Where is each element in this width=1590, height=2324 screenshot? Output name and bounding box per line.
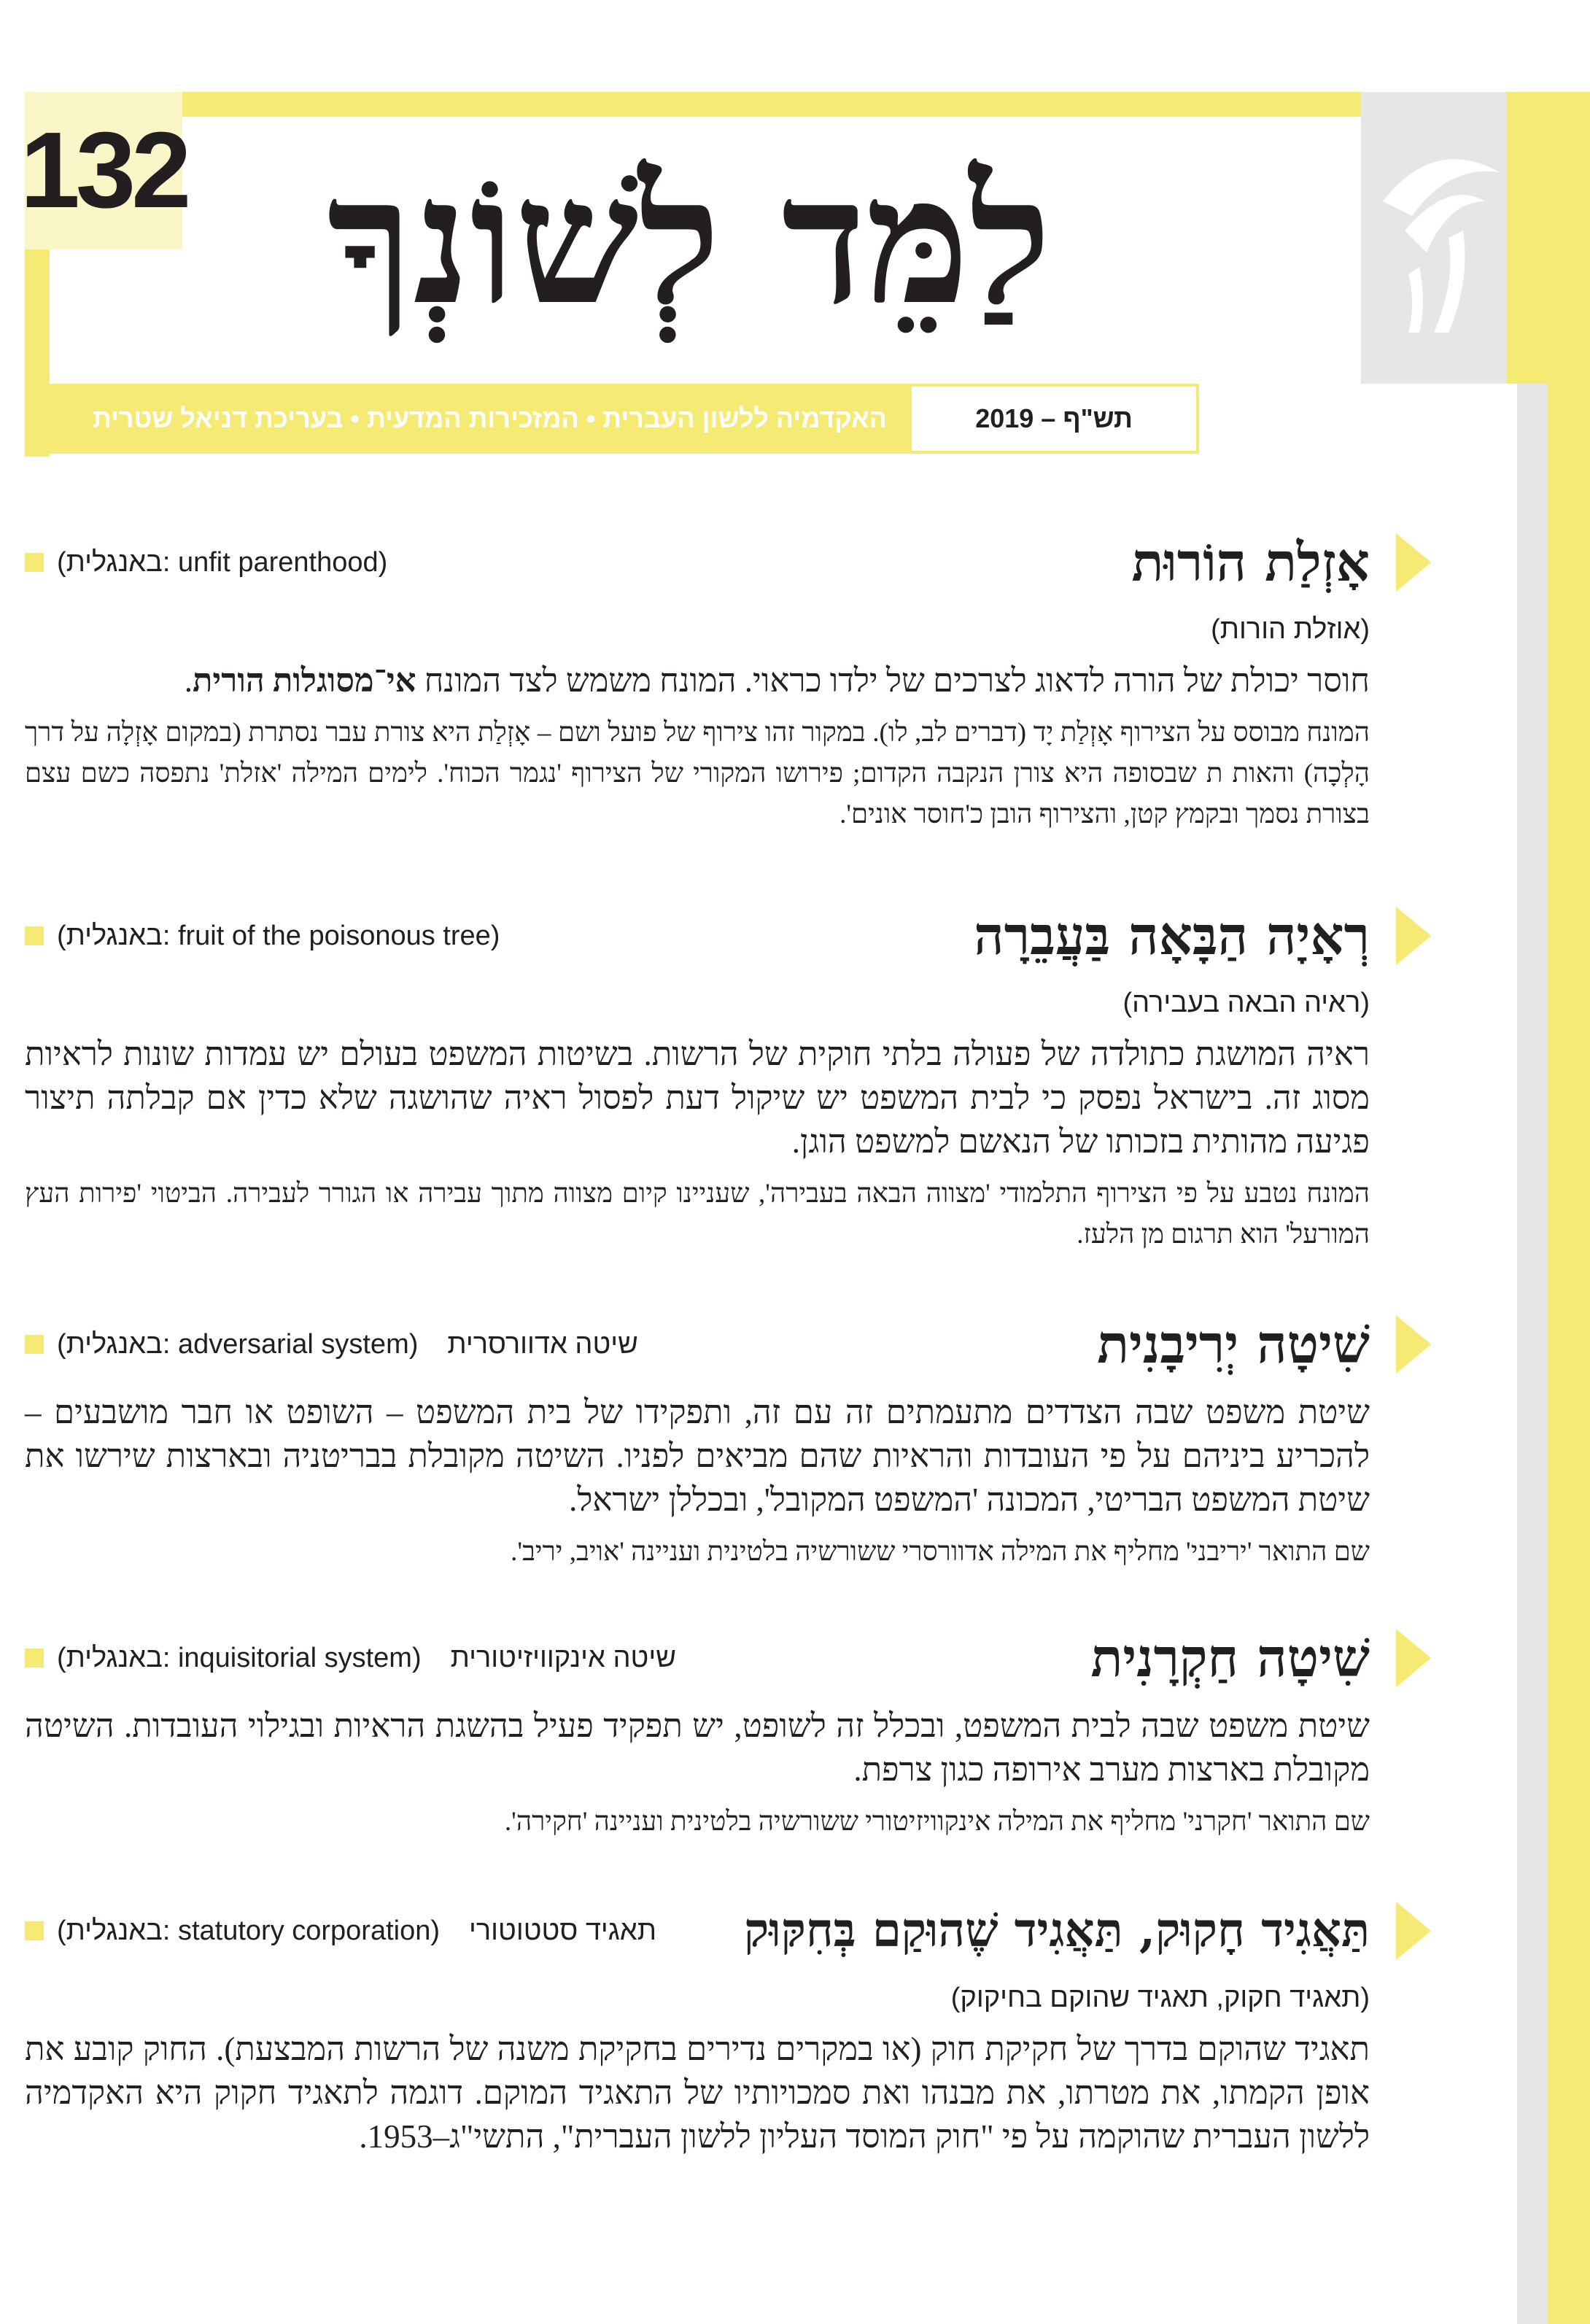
bullet-square-icon [25,1335,44,1354]
entry-statutory-corporation [25,1898,1370,2158]
entry-alternative-term: תאגיד סטטוטורי [469,1916,656,1946]
entry-alternative-term: שיטה אינקוויזיטורית [450,1643,676,1673]
entry-definition: תאגיד שהוקם בדרך של חקיקת חוק (או במקרים נדירים בחקיקת משנה של הרשות המבצעת). החוק קובע את אופן הקמתו, את מטרתו, את מבנהו ואת סמכויותיו של התאגיד המוקם. דוגמה לתאגיד חקוק היא האקדמיה ללשון העברית שהוקמה על פי "חוק המוסד העליון ללשון העברית", התשי"ג–1953. [25,2031,1370,2155]
bullet-square-icon [25,1921,44,1940]
entry-marker [1396,907,1431,965]
bullet-square-icon [25,926,44,945]
entry-spelling: (תאגיד חקוק, תאגיד שהוקם בחיקוק) [950,1983,1370,2013]
entry-english-text: (באנגלית: fruit of the poisonous tree) [57,921,500,951]
entry-definition: שיטת משפט שבה הצדדים מתעמתים זה עם זה, ותפקידו של בית המשפט – השופט או חבר מושבעים – להכריע ביניהם על פי העובדות והראיות שהם מביאים לפניו. השיטה מקובלת בבריטניה ובארצות שירשו את שיטת המשפט הבריטי, המכונה 'המשפט המקובל', ובכללן ישראל. [25,1394,1370,1518]
date-box [909,384,1199,454]
entry-term: תַּאֲגִיד חָקוּק, תַּאֲגִיד שֶׁהוּקַם בְּחִקּוּק [743,1903,1370,1958]
issue-date: תש"ף – 2019 [975,403,1133,433]
masthead [241,109,1138,372]
entry-spelling: (אוזלת הורות) [1211,614,1370,645]
issue-number-box [20,92,187,249]
entry-english [25,903,500,969]
entry-marker [1396,1629,1431,1687]
entry-note: המונח נטבע על פי הצירוף התלמודי 'מצווה הבאה בעבירה', שעניינו קיום מצווה מתוך עבירה או הגורר לעבירה. הביטוי 'פירות העץ המורעל' הוא תרגום מן הלעז. [25,1179,1370,1250]
entry-marker [1396,533,1431,592]
entry-alternative-term: שיטה אדוורסרית [447,1329,638,1360]
entry-term: אָזְלַת הוֹרוּת [1131,531,1370,593]
right-yellow-strip-top [1507,92,1548,384]
definition-end: . [184,662,193,699]
entry-english [25,1312,638,1377]
right-gray-strip [1517,384,1548,2324]
entry-adversarial-system [25,1312,1370,1573]
entry-english-text: (באנגלית: unfit parenthood) [57,547,388,578]
logo-panel [1361,92,1507,384]
entry-spelling: (ראיה הבאה בעבירה) [1122,988,1370,1018]
entry-term: שִׁיטָה יְרִיבָנִית [1097,1313,1370,1375]
entry-term: רְאָיָה הַבָּאָה בַּעֲבֵרָה [974,905,1370,967]
subtitle-bar [25,384,909,454]
entry-english [25,1625,676,1691]
entry-definition [25,659,1370,702]
entry-english-text: (באנגלית: statutory corporation) [57,1916,441,1946]
academy-logo-icon [1361,92,1507,384]
entry-note: המונח מבוסס על הצירוף אָזְלַת יָד (דברים לב, לו). במקור זהו צירוף של פועל ושם – אָזְלַת היא צורת עבר נסתרת (במקום אָזְלָה על דרך הָלְכָה) והאות ת שבסופה היא צורן הנקבה הקדום; פירושו המקורי של הצירוף 'נגמר הכוח'. לימים המילה 'אזלת' נתפסה כשם עצם בצורת נסמך ובקמץ קטן, והצירוף הובן כ'חוסר אונים'. [25,718,1370,829]
entry-note: שם התואר 'חקרני' מחליף את המילה אינקוויזיטורי ששורשיה בלטינית ועניינה 'חקירה'. [504,1807,1370,1837]
entry-fruit-of-poisonous-tree [25,903,1370,1255]
entry-term: שִׁיטָה חַקְרָנִית [1090,1627,1370,1689]
entry-note: שם התואר 'יריבני' מחליף את המילה אדוורסרי ששורשיה בלטינית ועניינה 'אויב, יריב'. [511,1537,1370,1567]
entry-unfit-parenthood [25,530,1370,835]
entry-marker [1396,1315,1431,1374]
entry-inquisitorial-system [25,1625,1370,1843]
entry-marker [1396,1902,1431,1960]
entry-definition: ראיה המושגת כתולדה של פעולה בלתי חוקית של הרשות. בשיטות המשפט בעולם יש עמדות שונות לראיות מסוג זה. בישראל נפסק כי לבית המשפט יש שיקול דעת לפסול ראיה שהושגה שלא כדין אם קבלתה תיצור פגיעה מהותית בזכותו של הנאשם למשפט הוגן. [25,1036,1370,1160]
right-yellow-strip [1548,92,1590,2324]
definition-text: חוסר יכולת של הורה לדאוג לצרכים של ילדו כראוי. המונח משמש לצד המונח [416,662,1370,699]
entry-definition: שיטת משפט שבה לבית המשפט, ובכלל זה לשופט, יש תפקיד פעיל בהשגת הראיות ובגילוי העובדות. השיטה מקובלת בארצות מערב אירופה כגון צרפת. [25,1708,1370,1788]
entry-english [25,530,387,595]
bullet-square-icon [25,553,44,572]
definition-bold-term: אי־מסוגלות הורית [192,662,416,699]
entry-english [25,1898,656,1964]
masthead-title: לַמֵּד לְשׁוֹנְךָ [327,138,1052,344]
issue-number: 132 [20,110,187,231]
entry-english-text: (באנגלית: inquisitorial system) [57,1643,422,1673]
subtitle: האקדמיה ללשון העברית • המזכירות המדעית • בעריכת דניאל שטרית [92,403,887,433]
entry-english-text: (באנגלית: adversarial system) [57,1329,419,1360]
bullet-square-icon [25,1649,44,1668]
